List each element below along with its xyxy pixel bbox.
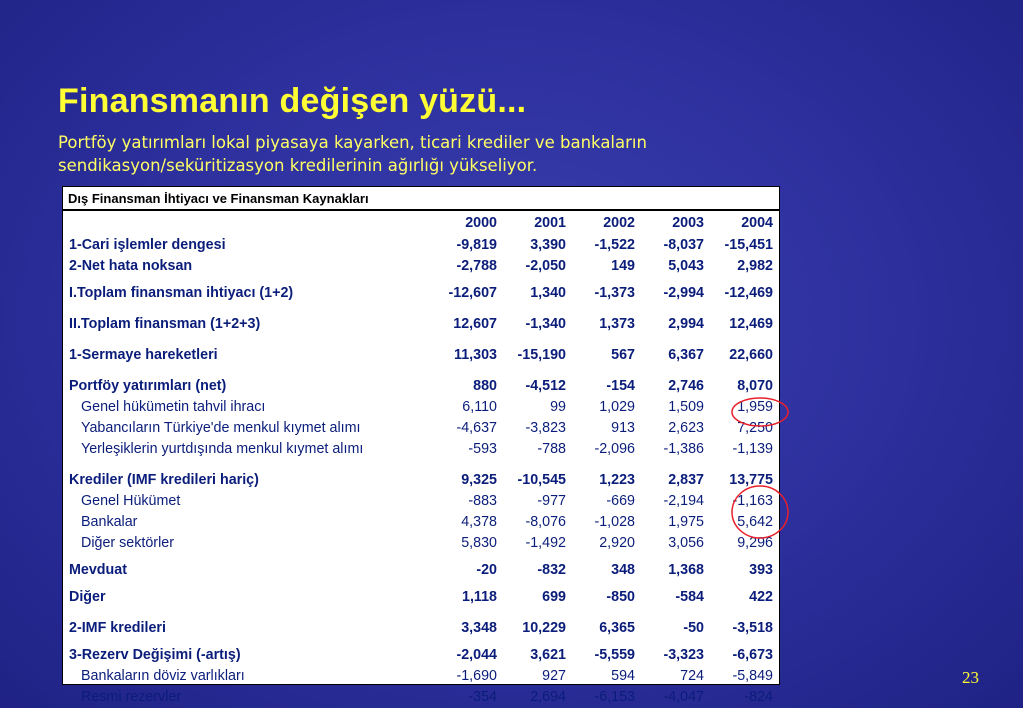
cell: -788 <box>537 440 566 457</box>
cell: -354 <box>468 688 497 705</box>
cell: 1,509 <box>668 398 704 415</box>
cell: 724 <box>680 667 704 684</box>
cell: 1,368 <box>668 561 704 578</box>
cell: 880 <box>473 377 497 394</box>
table-row <box>63 396 779 417</box>
year-header: 2003 <box>672 214 704 231</box>
table-row <box>63 532 779 553</box>
table-row <box>63 553 779 580</box>
cell: -50 <box>683 619 704 636</box>
row-label: Bankalar <box>81 513 138 530</box>
cell: 12,607 <box>453 315 497 332</box>
cell: -4,512 <box>525 377 566 394</box>
cell: 927 <box>542 667 566 684</box>
cell: -1,386 <box>663 440 704 457</box>
row-label: II.Toplam finansman (1+2+3) <box>69 315 261 332</box>
cell: -1,492 <box>525 534 566 551</box>
cell: -977 <box>537 492 566 509</box>
row-label: Bankaların döviz varlıkları <box>81 667 245 684</box>
cell: 594 <box>611 667 635 684</box>
cell: 393 <box>749 561 773 578</box>
row-label: Yerleşiklerin yurtdışında menkul kıymet alımı <box>81 440 364 457</box>
row-label: Resmi rezervler <box>81 688 182 705</box>
cell: -824 <box>744 688 773 705</box>
header-spacer <box>63 210 434 234</box>
cell: -1,139 <box>732 440 773 457</box>
cell: 7,250 <box>737 419 773 436</box>
row-label: Mevduat <box>69 561 127 578</box>
table-row <box>63 638 779 665</box>
row-label: Genel hükümetin tahvil ihracı <box>81 398 266 415</box>
cell: -8,037 <box>663 236 704 253</box>
cell: 348 <box>611 561 635 578</box>
row-label: Yabancıların Türkiye'de menkul kıymet alımı <box>81 419 361 436</box>
cell: -584 <box>675 588 704 605</box>
table-row <box>63 303 779 334</box>
table-row <box>63 255 779 276</box>
slide-subtitle <box>58 131 818 177</box>
row-label: 3-Rezerv Değişimi (-artış) <box>69 646 241 663</box>
cell: -5,559 <box>594 646 635 663</box>
financing-table <box>62 186 780 705</box>
table-header-row <box>63 210 779 234</box>
table-caption-row <box>63 187 779 210</box>
cell: 99 <box>550 398 566 415</box>
cell: -2,994 <box>663 284 704 301</box>
table-row <box>63 607 779 638</box>
cell: -3,323 <box>663 646 704 663</box>
cell: 1,959 <box>737 398 773 415</box>
row-label: 2-Net hata noksan <box>69 257 193 274</box>
cell: 913 <box>611 419 635 436</box>
row-label: Diğer <box>69 588 106 605</box>
table-row <box>63 459 779 490</box>
cell: 3,348 <box>461 619 497 636</box>
cell: 5,830 <box>461 534 497 551</box>
cell: 3,390 <box>530 236 566 253</box>
cell: -3,823 <box>525 419 566 436</box>
cell: -669 <box>606 492 635 509</box>
cell: -15,190 <box>517 346 566 363</box>
table-row <box>63 665 779 686</box>
cell: 13,775 <box>729 471 773 488</box>
cell: 9,325 <box>461 471 497 488</box>
cell: -1,340 <box>525 315 566 332</box>
cell: 4,378 <box>461 513 497 530</box>
cell: -4,637 <box>456 419 497 436</box>
table-row <box>63 334 779 365</box>
subtitle-line-1: Portföy yatırımları lokal piyasaya kayarken, ticari krediler ve bankaların <box>58 133 647 152</box>
cell: 1,118 <box>462 588 497 605</box>
cell: -1,690 <box>456 667 497 684</box>
cell: -154 <box>606 377 635 394</box>
cell: -10,545 <box>517 471 566 488</box>
cell: -20 <box>476 561 497 578</box>
cell: -9,819 <box>456 236 497 253</box>
table-row <box>63 365 779 396</box>
cell: 699 <box>542 588 566 605</box>
table-row <box>63 438 779 459</box>
row-label: I.Toplam finansman ihtiyacı (1+2) <box>69 284 294 301</box>
cell: 2,837 <box>668 471 704 488</box>
cell: 2,694 <box>530 688 566 705</box>
cell: 8,070 <box>737 377 773 394</box>
cell: 1,373 <box>599 315 635 332</box>
cell: -5,849 <box>732 667 773 684</box>
cell: -6,153 <box>594 688 635 705</box>
cell: -2,096 <box>594 440 635 457</box>
cell: 2,994 <box>668 315 704 332</box>
cell: 422 <box>749 588 773 605</box>
row-label: 1-Sermaye hareketleri <box>69 346 218 363</box>
table-row <box>63 234 779 255</box>
year-header: 2004 <box>741 214 773 231</box>
table-row <box>63 580 779 607</box>
cell: 2,623 <box>668 419 704 436</box>
cell: 3,056 <box>668 534 704 551</box>
cell: -1,163 <box>732 492 773 509</box>
row-label: Portföy yatırımları (net) <box>69 377 227 394</box>
row-label: 1-Cari işlemler dengesi <box>69 236 226 253</box>
cell: -12,469 <box>724 284 773 301</box>
cell: -12,607 <box>448 284 497 301</box>
table-row <box>63 276 779 303</box>
cell: -15,451 <box>724 236 773 253</box>
row-label: Krediler (IMF kredileri hariç) <box>69 471 259 488</box>
slide-title: Finansmanın değişen yüzü... <box>58 82 527 120</box>
cell: 3,621 <box>530 646 566 663</box>
year-header: 2001 <box>534 214 566 231</box>
cell: 2,746 <box>668 377 704 394</box>
cell: -850 <box>606 588 635 605</box>
cell: 2,920 <box>599 534 635 551</box>
cell: -593 <box>468 440 497 457</box>
cell: -2,044 <box>456 646 497 663</box>
cell: 5,043 <box>668 257 704 274</box>
cell: 1,340 <box>530 284 566 301</box>
subtitle-line-2: sendikasyon/seküritizasyon kredilerinin ağırlığı yükseliyor. <box>58 156 538 175</box>
cell: -1,373 <box>594 284 635 301</box>
year-header: 2000 <box>465 214 497 231</box>
cell: -2,050 <box>525 257 566 274</box>
row-label: Diğer sektörler <box>81 534 174 551</box>
cell: -1,522 <box>594 236 635 253</box>
cell: 9,296 <box>737 534 773 551</box>
cell: 1,029 <box>599 398 635 415</box>
cell: -1,028 <box>594 513 635 530</box>
cell: 2,982 <box>737 257 773 274</box>
row-label: 2-IMF kredileri <box>69 619 166 636</box>
cell: 567 <box>611 346 635 363</box>
cell: 6,110 <box>462 398 497 415</box>
cell: 149 <box>611 257 635 274</box>
cell: -883 <box>468 492 497 509</box>
cell: 1,223 <box>599 471 635 488</box>
cell: 12,469 <box>729 315 773 332</box>
cell: 11,303 <box>454 346 497 363</box>
cell: -2,788 <box>456 257 497 274</box>
cell: -4,047 <box>663 688 704 705</box>
cell: 5,642 <box>737 513 773 530</box>
table-row <box>63 686 779 707</box>
page-number: 23 <box>962 668 979 687</box>
year-header: 2002 <box>603 214 635 231</box>
cell: 10,229 <box>522 619 566 636</box>
cell: -6,673 <box>732 646 773 663</box>
table-row <box>63 490 779 511</box>
cell: -8,076 <box>525 513 566 530</box>
cell: 22,660 <box>729 346 773 363</box>
cell: -2,194 <box>663 492 704 509</box>
cell: -3,518 <box>732 619 773 636</box>
table-row <box>63 511 779 532</box>
row-label: Genel Hükümet <box>81 492 181 509</box>
cell: 6,365 <box>599 619 635 636</box>
cell: 6,367 <box>668 346 704 363</box>
cell: 1,975 <box>668 513 704 530</box>
cell: -832 <box>537 561 566 578</box>
table-caption: Dış Finansman İhtiyacı ve Finansman Kaynakları <box>63 187 779 210</box>
table-row <box>63 417 779 438</box>
